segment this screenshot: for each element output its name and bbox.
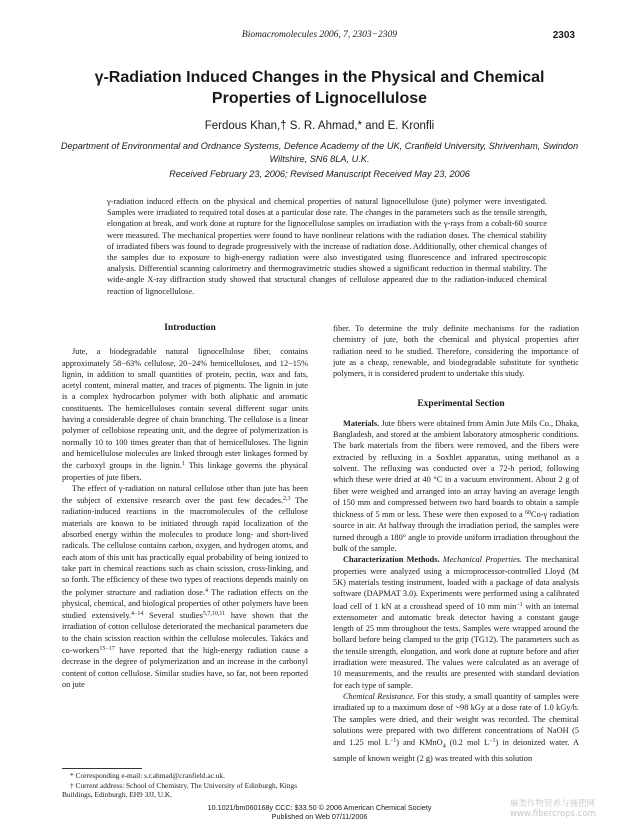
left-column	[62, 323, 308, 690]
received-dates: Received February 23, 2006; Revised Manuscript Received May 23, 2006	[169, 169, 470, 179]
citation-ref: 1	[181, 461, 185, 468]
materials-label: Materials.	[343, 418, 380, 428]
intro-paragraph-2: The effect of γ-radiation on natural cellulose other than jute has been the subject of extensive research over the past few decades.$^{2,3}$ The radiation-induced reactions in the macromolecules of the cellulose materials are known to be initiated through rapid localization of the absorbed energy within the molecules to produce long- and short-lived radicals. The cellulose contains carbon, oxygen, and hydrogen atoms, and each atom of this unit has practically equal probability of being ionized to take part in chemical reactions such as chain scission, cross-linking, and so forth. The efficiency of these two types of reactions depends mainly on the polymer structure and radiation dose.$^4$ The radiation effects on the physical, chemical, and biological properties of other polymers have been studied extensively.$^{4-14}$ Several studies$^{5,7,10,11}$ have shown that the irradiation of cotton cellulose deteriorated the mechanical parameters due to the chain scission reaction within the cellulose molecules. Takács and co-workers$^{15-17}$ have reported that the high-energy radiation cause a decrease in the degree of polymerization and an increase in the carbonyl content of cotton cellulose. Similar studies have, so far, not been reported on jute	[62, 483, 308, 689]
experimental-heading: Experimental Section	[417, 399, 505, 410]
doi-line: 10.1021/bm060168y CCC: $33.50 © 2006 American Chemical Society	[207, 803, 432, 812]
abstract: γ-radiation induced effects on the physical and chemical properties of natural lignocellulose (jute) polymer were investigated. Samples were irradiated to required total doses at a particular dose rate. The changes in the parameters such as the tensile strength, elongation at break, and work done at rupture for the lignocellulose samples on irradiation with the γ-rays from a cobalt-60 source were measured. The mechanical properties were found to have nonlinear relations with the radiation doses. The chemical stability of irradiated fibers was found to degrade progressively with the increase of radiation dose. Additionally, other chemical changes of the samples due to exposure to high-energy radiation were also investigated using fluorescence and infrared spectroscopic analysis. Differential scanning calorimetry and thermogravimetric studies showed a significant reduction in thermal stability. The wide-angle X-ray diffraction study showed that structural changes of cellulose appeared due to the radiation-induced chemical reaction of lignocellulose.	[107, 197, 547, 296]
affiliation: Department of Environmental and Ordnance Systems, Defence Academy of the UK, Cranfield University, Shrivenham, Swindon Wiltshire, SN6 8LA, U.K.	[60, 141, 579, 164]
published-date: Published on Web 07/11/2006	[271, 811, 368, 821]
intro-continuation: fiber. To determine the truly definite mechanisms for the radiation chemistry of jute, both the chemical and physical properties after radiation need to be studied. Therefore, considering the importance of jute as a cheap, renewable, and biodegradable substitute for synthetic polymers, it is considered prudent to undertake this study.	[333, 324, 579, 379]
article-title: γ-Radiation Induced Changes in the Physical and Chemical Properties of Lignocellulose	[94, 69, 545, 107]
citation-ref: 4−14	[131, 611, 144, 618]
mechanical-properties-label: Mechanical Properties.	[439, 555, 522, 565]
chemical-resistance-label: Chemical Resistance.	[343, 691, 415, 701]
citation-ref: 15−17	[99, 646, 115, 653]
right-column	[333, 323, 579, 764]
corresponding-author-note: * Corresponding e-mail: s.r.ahmad@cranfield.ac.uk.	[70, 771, 225, 780]
citation-ref: 2,3	[283, 496, 291, 503]
page-number: 2303	[552, 30, 575, 41]
citation-ref: 4	[204, 587, 208, 594]
journal-citation: Biomacromolecules 2006, 7, 2303−2309	[241, 30, 398, 40]
citation-ref: 5,7,10,11	[202, 611, 226, 618]
chemical-resistance-paragraph: Chemical Resistance. For this study, a small quantity of samples were irradiated up to a maximum dose of ~98 kGy at a dose rate of 1.0 kGy/h. The samples were dried, and their weight was recorded. The chemical solutions were prepared with two different concentrations of NaOH (5 and 1.25 mol $L^{-1}$) and KMnO$_4$ (0.2 mol $L^{-1}$) in deionized water. A sample of known weight (2 g) was treated with this solution	[333, 691, 579, 764]
characterization-paragraph: Characterization Methods. Mechanical Properties. The mechanical properties were analyzed using a microprocessor-controlled Lloyd (M 5K) materials testing instrument, loaded with a package of data analysis software (DAPMAT 3.0). Experiments were performed using a calibrated load cell of 1 kN at a crosshead speed of 10 mm $\min^{-1}$ with an internal extensometer and automatic break detector having a constant gauge length of 25 mm throughout the tests. Samples were wrapped around the bollard before being clamped to the grip (TG12). The parameters such as the tensile strength, elongation, and work done at rupture before and after irradiation were measured. The values were calculated as an average of 10 measurements, and the results are presented with standard deviation for each type of sample.	[333, 555, 579, 690]
author-list: Ferdous Khan,† S. R. Ahmad,* and E. Kronfli	[204, 120, 435, 132]
introduction-heading: Introduction	[164, 323, 216, 333]
site-watermark: 麻类作物营养与施肥网 www.fibercrops.com	[510, 799, 596, 819]
running-header	[0, 30, 639, 44]
current-address-note: † Current address: School of Chemistry, The University of Edinburgh, Kings Buildings, Edinburgh, EH9 3JJ, U.K.	[62, 780, 298, 800]
intro-paragraph-1: Jute, a biodegradable natural lignocellulose fiber, contains approximately 58−63% cellulose, 20−24% hemicelluloses, and 12−15% lignin, in addition to small quantities of protein, pectin, wax and fats, acetyl content, mineral matter, and traces of pigments. The lignin in jute is a complex hydrocarbon polymer with both aliphatic and aromatic constituents. The hemicelluloses contain several different sugar units having a considerable degree of chain branching. The cellulose is a linear polymer of cellobiose repeating unit, and the degree of polymerization is normally 10 to 100 times greater than that of hemicelluloses. The lignin and hemicellulose molecules are linked through ester linkages formed by the carboxyl groups in the lignin.$^1$ This linkage governs the physical properties of jute fibers.	[62, 347, 308, 482]
characterization-label: Characterization Methods.	[343, 555, 440, 565]
footnote-divider	[62, 768, 142, 769]
footnotes	[62, 771, 308, 800]
materials-paragraph: Materials. Jute fibers were obtained from Amin Jute Mils Co., Dhaka, Bangladesh, and stored at the ambient laboratory atmospheric conditions. The bark materials from the fibers were removed, and the fibers were extracted by refluxing in a Soxhlet apparatus, using methanol as a solvent. The refluxing was conducted over a 72-h period, following which these were dried at 40 °C in a vacuum environment. About 2 g of fiber were weighed and arranged into an array having an average length of 150 mm and compressed between two hard boards to obtain a sample thickness of 5 mm or less. These were then exposed to a $^{60}$Co-γ radiation source in air. At halfway through the irradiation period, the samples were turned through a 180° angle to provide uniform irradiation throughout the bulk of the sample.	[333, 418, 579, 554]
